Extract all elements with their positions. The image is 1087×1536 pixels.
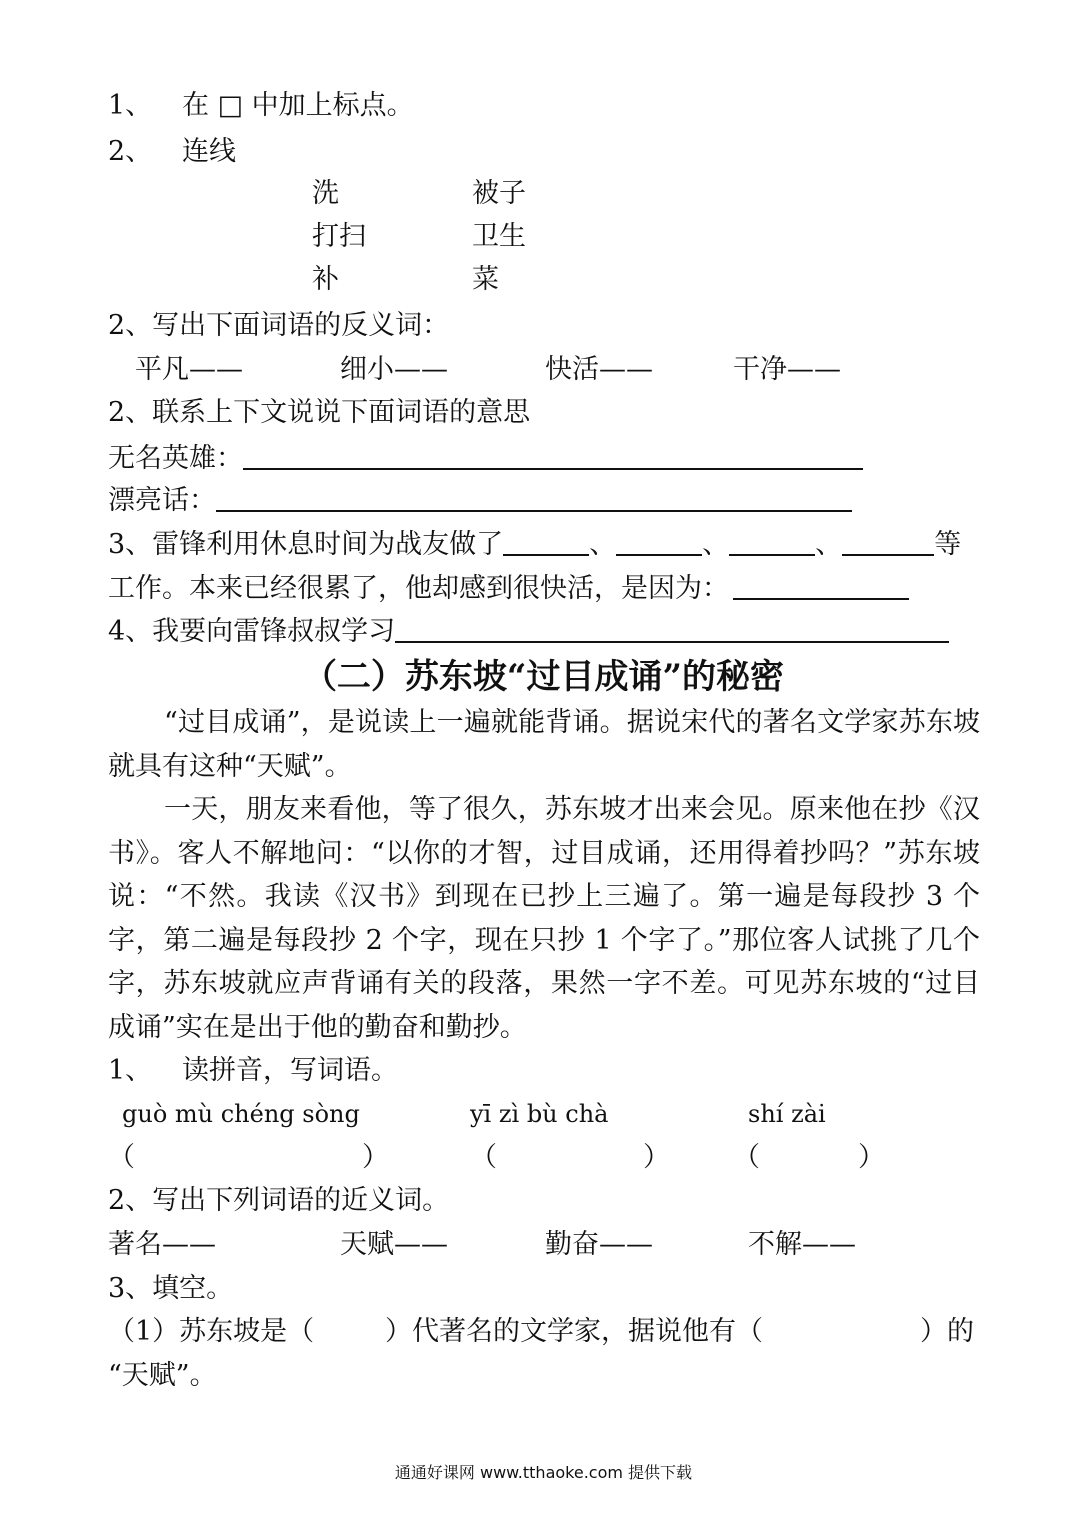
match-right-3: 菜 <box>472 264 499 295</box>
q1-number: 1、 <box>108 90 153 121</box>
match-left-2: 打扫 <box>312 221 366 252</box>
q5-line-b <box>108 571 909 607</box>
answer-blank-2[interactable] <box>616 530 702 556</box>
q4-label-b: 漂亮话： <box>108 485 216 516</box>
pinyin-3: shí zài <box>748 1100 826 1128</box>
match-left-3: 补 <box>312 264 339 295</box>
q5-sep-1: 、 <box>589 529 617 560</box>
q5-end: 等 <box>934 529 962 560</box>
q5-text-a: 3、雷锋利用休息时间为战友做了 <box>108 529 504 560</box>
q5-text-b: 工作。本来已经很累了，他却感到很快活，是因为： <box>108 573 729 604</box>
q1-text: 在 □ 中加上标点。 <box>182 90 414 121</box>
answer-line-q6[interactable] <box>395 617 949 643</box>
q5-sep-2: 、 <box>702 529 730 560</box>
paren-open-2: （ <box>470 1142 497 1173</box>
answer-blank-reason[interactable] <box>733 574 909 600</box>
answer-line-q4a[interactable] <box>243 444 863 470</box>
p2-q3-1a: （1）苏东坡是（ <box>108 1316 315 1347</box>
antonym-3: 快活—— <box>545 354 653 385</box>
p2-q3-1b: ）代著名的文学家，据说他有（ <box>385 1316 763 1347</box>
pinyin-1: guò mù chéng sòng <box>122 1100 360 1128</box>
pinyin-2: yī zì bù chà <box>470 1100 609 1128</box>
antonym-4: 干净—— <box>733 354 841 385</box>
p2-q3-1c: ）的 <box>920 1316 974 1347</box>
passage-paragraph-1: “过目成诵”，是说读上一遍就能背诵。据说宋代的著名文学家苏东坡就具有这种“天赋”。 <box>108 707 980 782</box>
paren-open-1: （ <box>108 1142 135 1173</box>
q5-line-a <box>108 527 961 563</box>
synonym-3: 勤奋—— <box>545 1229 653 1260</box>
q4-text: 2、联系上下文说说下面词语的意思 <box>108 397 531 428</box>
answer-blank-4[interactable] <box>842 530 934 556</box>
q2-text: 连线 <box>182 136 236 167</box>
p2-q1-text: 读拼音，写词语。 <box>182 1055 398 1086</box>
paren-open-3: （ <box>733 1142 760 1173</box>
paren-close-1: ） <box>362 1142 389 1173</box>
q3-text: 2、写出下面词语的反义词： <box>108 310 450 341</box>
synonym-4: 不解—— <box>748 1229 856 1260</box>
q5-sep-3: 、 <box>815 529 843 560</box>
antonym-2: 细小—— <box>340 354 448 385</box>
answer-blank-3[interactable] <box>729 530 815 556</box>
q4-label-a: 无名英雄： <box>108 443 243 474</box>
antonym-1: 平凡—— <box>135 354 243 385</box>
p2-q3-1d: “天赋”。 <box>108 1360 217 1391</box>
paren-close-2: ） <box>643 1142 670 1173</box>
q2-number: 2、 <box>108 136 153 167</box>
q4-item-b <box>108 483 852 519</box>
q6-line <box>108 614 949 650</box>
answer-line-q4b[interactable] <box>216 486 852 512</box>
match-right-1: 被子 <box>472 178 526 209</box>
paren-close-3: ） <box>858 1142 885 1173</box>
match-left-1: 洗 <box>312 178 339 209</box>
match-right-2: 卫生 <box>472 221 526 252</box>
q4-item-a <box>108 441 863 477</box>
answer-blank-1[interactable] <box>503 530 589 556</box>
p2-q3-text: 3、填空。 <box>108 1273 234 1304</box>
p2-q1-number: 1、 <box>108 1055 153 1086</box>
synonym-1: 著名—— <box>108 1229 216 1260</box>
p2-q2-text: 2、写出下列词语的近义词。 <box>108 1185 450 1216</box>
footer-credit: 通通好课网 www.tthaoke.com 提供下载 <box>394 1463 693 1482</box>
passage-paragraph-2: 一天，朋友来看他，等了很久，苏东坡才出来会见。原来他在抄《汉书》。客人不解地问：“以你的才智，过目成诵，还用得着抄吗？”苏东坡说：“不然。我读《汉书》到现在已抄上三遍了。第一遍是每段抄 3 个字，第二遍是每段抄 2 个字，现在只抄 1 个字了。”那位客人试挑了几个字，苏东坡就应声背诵有关的段落，果然一字不差。可见苏东坡的“过目成诵”实在是出于他的勤奋和勤抄。 <box>108 794 980 1043</box>
synonym-2: 天赋—— <box>340 1229 448 1260</box>
q6-text: 4、我要向雷锋叔叔学习 <box>108 616 396 647</box>
section-title: （二）苏东坡“过目成诵”的秘密 <box>302 657 785 697</box>
